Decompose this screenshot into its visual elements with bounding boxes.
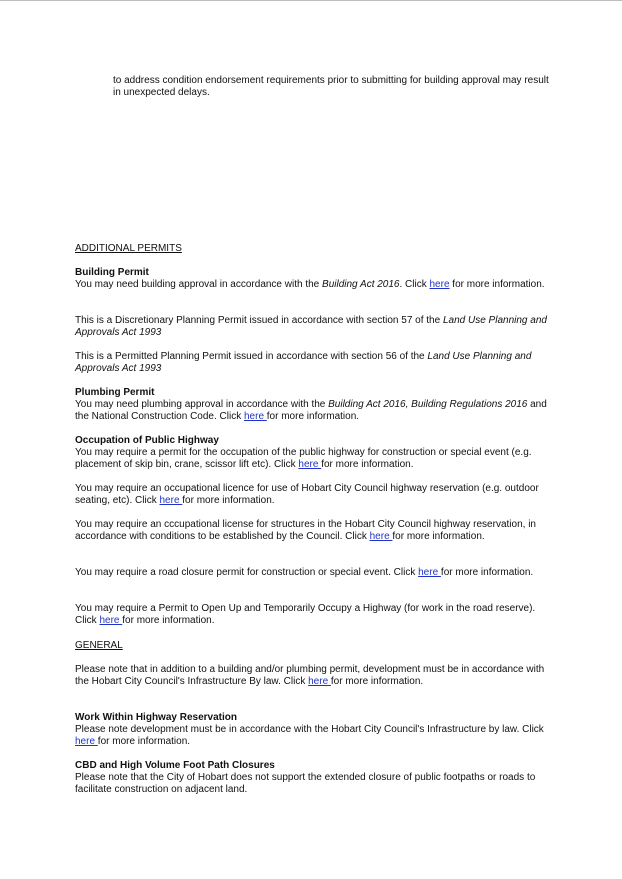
plumbing-permit-here-link[interactable]: here bbox=[243, 411, 267, 422]
cbd-closures-paragraph: Please note that the City of Hobart does not support the extended closure of public footpaths or roads to facilitate construction on adjacent land. bbox=[75, 772, 536, 795]
highway-reservation-here-link[interactable]: here bbox=[75, 736, 98, 747]
infrastructure-bylaw-here-link[interactable]: here bbox=[308, 676, 331, 687]
lupaa-reference: Land Use Planning and Approvals Act 1993 bbox=[75, 351, 532, 374]
general-paragraph: Please note that in addition to a building and/or plumbing permit, development must be in accordance with the Hobart City Council's Infrastructure By law. Click here for more information. bbox=[75, 664, 545, 687]
public-highway-paragraph-1: You may require a permit for the occupation of the public highway for construction or special event (e.g. placement of skip bin, crane, scissor lift etc). Click here for more information. bbox=[75, 447, 532, 470]
plumbing-permit-title: Plumbing Permit bbox=[75, 387, 155, 398]
highway-reservation-title: Work Within Highway Reservation bbox=[75, 712, 237, 723]
public-highway-paragraph-3: You may require an cccupational license for structures in the Hobart City Council highway reservation, in accordance with conditions to be established by the Council. Click here for more information. bbox=[75, 519, 536, 542]
additional-permits-heading: ADDITIONAL PERMITS bbox=[75, 243, 182, 254]
public-highway-paragraph-5: You may require a Permit to Open Up and Temporarily Occupy a Highway (for work in the road reserve). Click here for more information. bbox=[75, 603, 536, 626]
highway-reservation-paragraph: Please note development must be in accordance with the Hobart City Council's Infrastructure by law. Click here for more information. bbox=[75, 724, 544, 747]
building-permit-title: Building Permit bbox=[75, 267, 149, 278]
plumbing-permit-paragraph: You may need plumbing approval in accordance with the Building Act 2016, Building Regulations 2016 and the National Construction Code. Click here for more information. bbox=[75, 399, 547, 422]
permitted-permit-paragraph: This is a Permitted Planning Permit issued in accordance with section 56 of the Land Use Planning and Approvals Act 1993 bbox=[75, 351, 532, 374]
structures-here-link[interactable]: here bbox=[369, 531, 393, 542]
page-top-border bbox=[0, 0, 622, 1]
general-heading: GENERAL bbox=[75, 640, 123, 651]
lupaa-reference: Land Use Planning and Approvals Act 1993 bbox=[75, 315, 547, 338]
cbd-closures-title: CBD and High Volume Foot Path Closures bbox=[75, 760, 275, 771]
building-permit-here-link[interactable]: here bbox=[429, 279, 450, 290]
public-highway-title: Occupation of Public Highway bbox=[75, 435, 219, 446]
outdoor-seating-here-link[interactable]: here bbox=[159, 495, 183, 506]
intro-text: to address condition endorsement requirements prior to submitting for building approval may result in unexpected delays. bbox=[113, 75, 549, 98]
public-highway-paragraph-4: You may require a road closure permit for construction or special event. Click here for more information. bbox=[75, 567, 534, 578]
building-regulations-reference: Building Act 2016, Building Regulations 2016 bbox=[328, 399, 528, 410]
intro-paragraph bbox=[113, 75, 553, 99]
open-up-highway-here-link[interactable]: here bbox=[99, 615, 123, 626]
road-closure-here-link[interactable]: here bbox=[418, 567, 441, 578]
building-act-reference: Building Act 2016 bbox=[322, 279, 400, 290]
discretionary-permit-paragraph: This is a Discretionary Planning Permit issued in accordance with section 57 of the Land Use Planning and Approvals Act 1993 bbox=[75, 315, 547, 338]
public-highway-paragraph-2: You may require an occupational licence for use of Hobart City Council highway reservation (e.g. outdoor seating, etc). Click here for more information. bbox=[75, 483, 539, 506]
public-highway-here-link[interactable]: here bbox=[298, 459, 322, 470]
building-permit-paragraph: You may need building approval in accordance with the Building Act 2016. Click here for more information. bbox=[75, 279, 545, 290]
